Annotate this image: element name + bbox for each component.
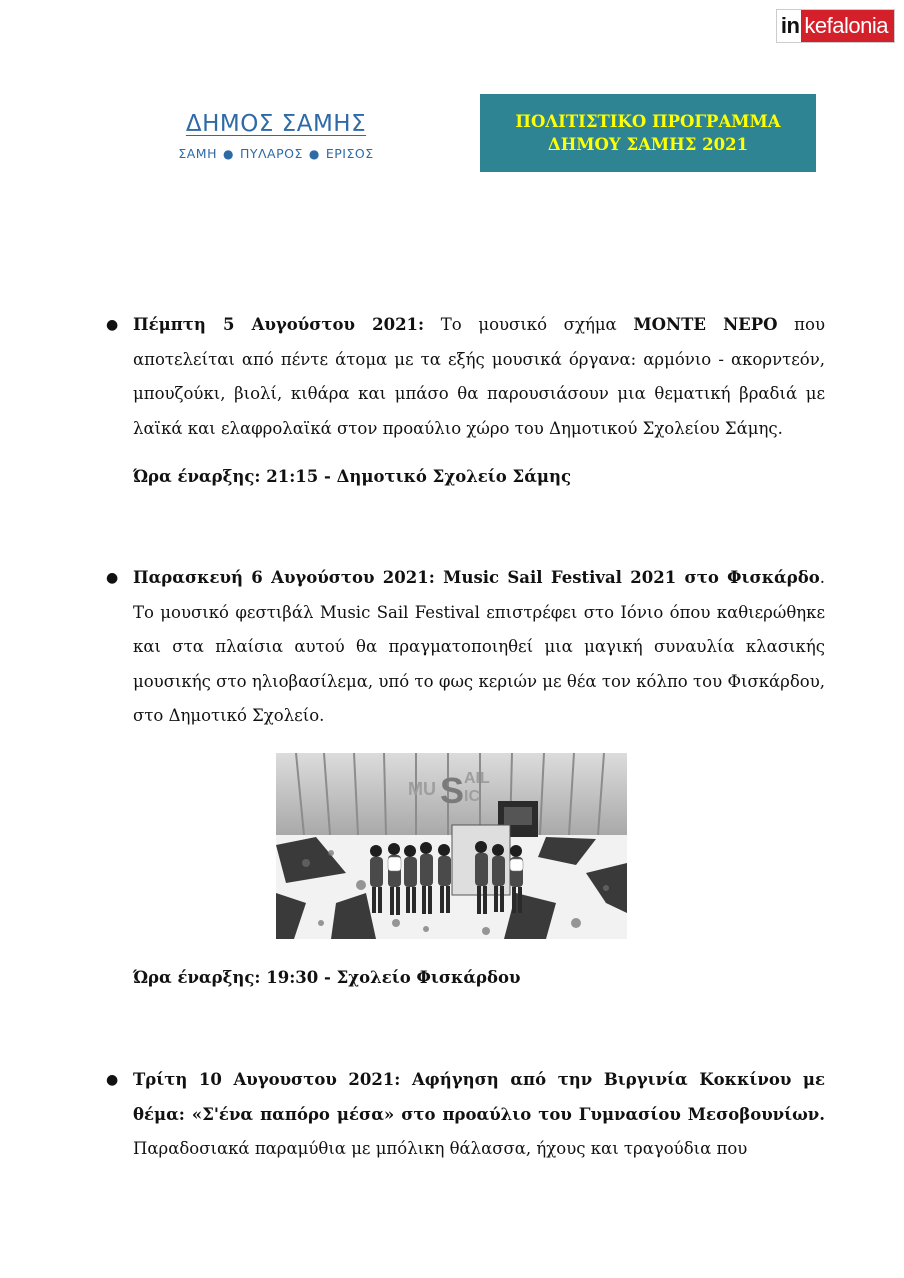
- festival-photo-illustration: [276, 753, 627, 939]
- watermark-prefix: in: [777, 10, 802, 42]
- watermark-brand: kefalonia: [801, 10, 894, 42]
- bullet-icon: ●: [106, 1072, 119, 1088]
- town-name: ΕΡΙΣΟΣ: [325, 146, 374, 161]
- event-description: [133, 1063, 825, 1167]
- event-description: [133, 308, 825, 446]
- event-text: Παραδοσιακά παραμύθια με μπόλικη θάλασσα, ήχους και τραγούδια που: [133, 1139, 748, 1159]
- sail-logo-right-top: AIL: [464, 770, 490, 787]
- town-name: ΠΥΛΑΡΟΣ: [239, 146, 303, 161]
- bullet-icon: ●: [106, 570, 119, 586]
- event-date: Παρασκευή 6 Αυγούστου 2021:: [133, 568, 435, 587]
- banner-line-2: ΔΗΜΟΥ ΣΑΜΗΣ 2021: [547, 135, 749, 154]
- separator-dot-icon: ●: [222, 147, 234, 161]
- event-date: Πέμπτη 5 Αυγούστου 2021:: [133, 315, 425, 334]
- poster-image: [504, 807, 532, 825]
- sail-logo-s: S: [440, 770, 465, 811]
- banner-line-1: ΠΟΛΙΤΙΣΤΙΚΟ ΠΡΟΓΡΑΜΜΑ: [515, 112, 781, 131]
- festival-photo: [276, 753, 627, 939]
- town-name: ΣΑΜΗ: [178, 146, 217, 161]
- event-start-time: Ώρα έναρξης: 19:30 - Σχολείο Φισκάρδου: [133, 968, 521, 987]
- event-text: . Το μουσικό φεστιβάλ Music Sail Festival επιστρέφει στο Ιόνιο όπου καθιερώθηκε και στα πλαίσια αυτού θα πραγματοποιηθεί μια μαγική συναυλία κλασικής μουσικής στο ηλιοβασίλεμα, υπό το φως κεριών με θέα τον κόλπο του Φισκάρδου, στο Δημοτικό Σχολείο.: [133, 568, 825, 726]
- event-text: που αποτελείται από πέντε άτομα με τα εξής μουσικά όργανα: αρμόνιο - ακορντεόν, μπουζούκι, βιολί, κιθάρα και μπάσο θα παρουσιάσουν μια θεματική βραδιά με λαϊκά και ελαφρολαϊκά στον προαύλιο χώρο του Δημοτικού Σχολείου Σάμης.: [133, 315, 825, 438]
- event-title: Music Sail Festival 2021 στο Φισκάρδο: [434, 568, 820, 587]
- group-of-people: [370, 841, 523, 915]
- program-title-banner: [480, 94, 816, 172]
- event-text: Το μουσικό σχήμα: [424, 315, 634, 334]
- event-start-time: Ώρα έναρξης: 21:15 - Δημοτικό Σχολείο Σάμης: [133, 467, 572, 486]
- event-title: Αφήγηση από την Βιργινία Κοκκίνου με θέμα: «Σ'ένα παπόρο μέσα» στο προαύλιο του Γυμνασίου Μεσοβουνίων.: [133, 1070, 825, 1124]
- event-item: [106, 1063, 825, 1167]
- band-name: ΜΟΝΤΕ ΝΕΡΟ: [633, 315, 778, 334]
- bullet-icon: ●: [106, 317, 119, 333]
- event-date: Τρίτη 10 Αυγουστου 2021:: [133, 1070, 401, 1089]
- municipality-logo: [158, 110, 394, 161]
- event-description: [133, 561, 825, 734]
- sail-logo-right-bottom: IC: [464, 788, 480, 805]
- separator-dot-icon: ●: [308, 147, 320, 161]
- municipality-towns: [158, 146, 394, 161]
- municipality-name: ΔΗΜΟΣ ΣΑΜΗΣ: [185, 111, 367, 137]
- event-item: [106, 308, 825, 446]
- sail-logo-left: MU: [408, 779, 436, 799]
- event-item: [106, 561, 825, 734]
- inkefalonia-watermark: [776, 9, 895, 43]
